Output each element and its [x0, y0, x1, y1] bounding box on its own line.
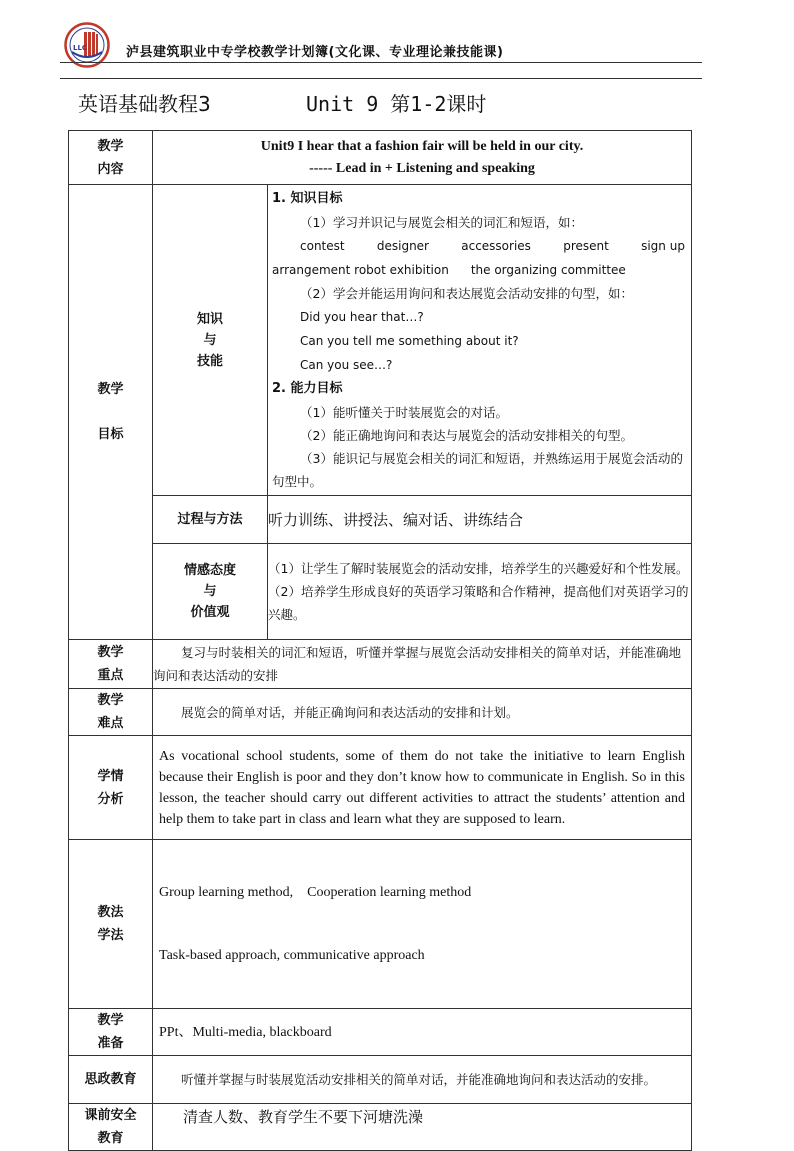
header-divider — [60, 62, 702, 63]
process-method-text: 听力训练、讲授法、编对话、讲练结合 — [268, 496, 692, 544]
vocabulary-list: arrangement robot exhibition the organizing committee — [272, 263, 626, 277]
course-title: 英语基础教程3 — [78, 92, 211, 116]
analysis-label: 学情 分析 — [69, 736, 153, 840]
header-divider — [60, 78, 702, 79]
vocabulary-list: contest designer accessories present sign up — [300, 239, 685, 253]
difficult-points-text: 展览会的简单对话，并能正确询问和表达活动的安排和计划。 — [153, 689, 692, 736]
table-row — [69, 840, 692, 1009]
safety-text: 清查人数、教育学生不要下河塘洗澡 — [153, 1104, 692, 1151]
logo-lettering: LLC — [73, 44, 88, 52]
preparation-label: 教学 准备 — [69, 1009, 153, 1056]
table-row — [69, 689, 692, 736]
knowledge-heading: 1. 知识目标 — [272, 191, 343, 206]
key-points-label: 教学 重点 — [69, 640, 153, 689]
content-subtitle: ----- Lead in + Listening and speaking — [309, 160, 535, 176]
emotion-values-label: 情感态度 与 价值观 — [153, 544, 268, 640]
table-row — [69, 544, 692, 640]
table-row — [69, 736, 692, 840]
ability-item: （2）能正确地询问和表达与展览会的活动安排相关的句型。 — [300, 428, 633, 443]
methods-label: 教法 学法 — [69, 840, 153, 1009]
unit-title: Unit 9 第1-2课时 — [306, 92, 487, 116]
table-row — [69, 185, 692, 496]
school-header-title: 泸县建筑职业中专学校教学计划簿(文化课、专业理论兼技能课) — [126, 45, 504, 60]
table-row — [69, 1104, 692, 1151]
table-row — [69, 640, 692, 689]
page-header — [60, 20, 702, 78]
sentence-pattern: Can you see…? — [300, 358, 393, 372]
key-points-text: 复习与时装相关的词汇和短语，听懂并掌握与展览会活动安排相关的简单对话，并能准确地询问和表达活动的安排 — [153, 640, 692, 689]
sentence-pattern: Can you tell me something about it? — [300, 334, 519, 348]
lesson-plan-table — [68, 130, 692, 1151]
table-row — [69, 496, 692, 544]
methods-text: Group learning method, Cooperation learning method Task-based approach, communicative approach — [153, 840, 692, 1009]
ability-item: （1）能听懂关于时装展览会的对话。 — [300, 405, 508, 420]
ability-heading: 2. 能力目标 — [272, 381, 343, 396]
ability-item: （3）能识记与展览会相关的词汇和短语，并熟练运用于展览会活动的句型中。 — [272, 451, 683, 489]
table-row — [69, 1009, 692, 1056]
difficult-points-label: 教学 难点 — [69, 689, 153, 736]
ideology-text: 听懂并掌握与时装展览活动安排相关的简单对话，并能准确地询问和表达活动的安排。 — [153, 1056, 692, 1104]
knowledge-skills-label: 知识 与 技能 — [153, 185, 268, 496]
ideology-label: 思政教育 — [69, 1056, 153, 1104]
table-row — [69, 1056, 692, 1104]
table-row — [69, 131, 692, 185]
student-analysis-text: As vocational school students, some of them do not take the initiative to learn English because their English is poor and they don’t know how to communicate in English. So in this lesson, the teacher should carry out different activities to attract the students’ attention and help them to take part in class and learn what they are supposed to learn. — [153, 736, 692, 840]
knowledge-item: （2）学会并能运用询问和表达展览会活动安排的句型，如： — [300, 286, 633, 301]
content-title: Unit9 I hear that a fashion fair will be held in our city. — [260, 138, 584, 154]
safety-label: 课前安全 教育 — [69, 1104, 153, 1151]
preparation-text: PPt、Multi-media, blackboard — [153, 1009, 692, 1056]
process-method-label: 过程与方法 — [153, 496, 268, 544]
knowledge-objectives — [268, 185, 692, 496]
knowledge-item: （1）学习并识记与展览会相关的词汇和短语，如： — [300, 215, 583, 230]
sentence-pattern: Did you hear that…? — [300, 310, 424, 324]
content-label: 教学 内容 — [69, 131, 153, 185]
teaching-content — [153, 131, 692, 185]
emotion-values-text: （1）让学生了解时装展览会的活动安排，培养学生的兴趣爱好和个性发展。 （2）培养学生形成良好的英语学习策略和合作精神，提高他们对英语学习的兴趣。 — [268, 544, 692, 640]
objectives-label: 教学 目标 — [69, 185, 153, 640]
